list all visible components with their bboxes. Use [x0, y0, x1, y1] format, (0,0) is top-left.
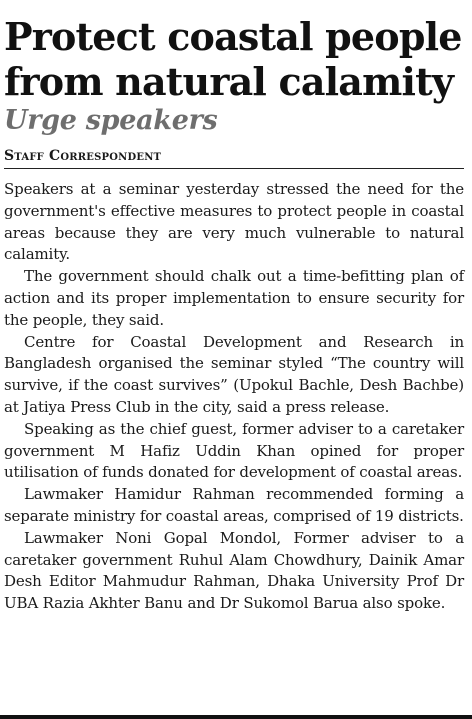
headline-line-2: from natural calamity	[4, 59, 454, 104]
headline	[4, 0, 464, 104]
paragraph-5: Lawmaker Hamidur Rahman recommended forming a separate ministry for coastal areas, comprised of 19 districts.	[4, 485, 464, 525]
paragraph-2: The government should chalk out a time-befitting plan of action and its proper implementation to ensure security for the people, they said.	[4, 267, 464, 329]
paragraph-6: Lawmaker Noni Gopal Mondol, Former adviser to a caretaker government Ruhul Alam Chowdhury, Dainik Amar Desh Editor Mahmudur Rahman, Dhaka University Prof Dr UBA Razia Akhter Banu and Dr Sukomol Barua also spoke.	[4, 528, 464, 613]
byline: Staff Correspondent	[4, 148, 162, 164]
paragraph-3: Centre for Coastal Development and Research in Bangladesh organised the seminar styled “The country will survive, if the coast survives” (Upokul Bachle, Desh Bachbe) at Jatiya Press Club in the city, said a press release.	[4, 332, 464, 416]
article-body	[4, 179, 464, 615]
headline-line-1: Protect coastal people	[4, 14, 462, 59]
paragraph-4: Speaking as the chief guest, former adviser to a caretaker government M Hafiz Uddin Khan opined for proper utilisation of funds donated for development of coastal areas.	[4, 419, 464, 482]
paragraph-1: Speakers at a seminar yesterday stressed the need for the government's effective measures to protect people in coastal areas because they are very much vulnerable to natural calamity.	[4, 180, 464, 264]
subheadline: Urge speakers	[4, 105, 218, 136]
byline-divider	[4, 168, 464, 169]
page-bottom-edge	[0, 715, 472, 719]
